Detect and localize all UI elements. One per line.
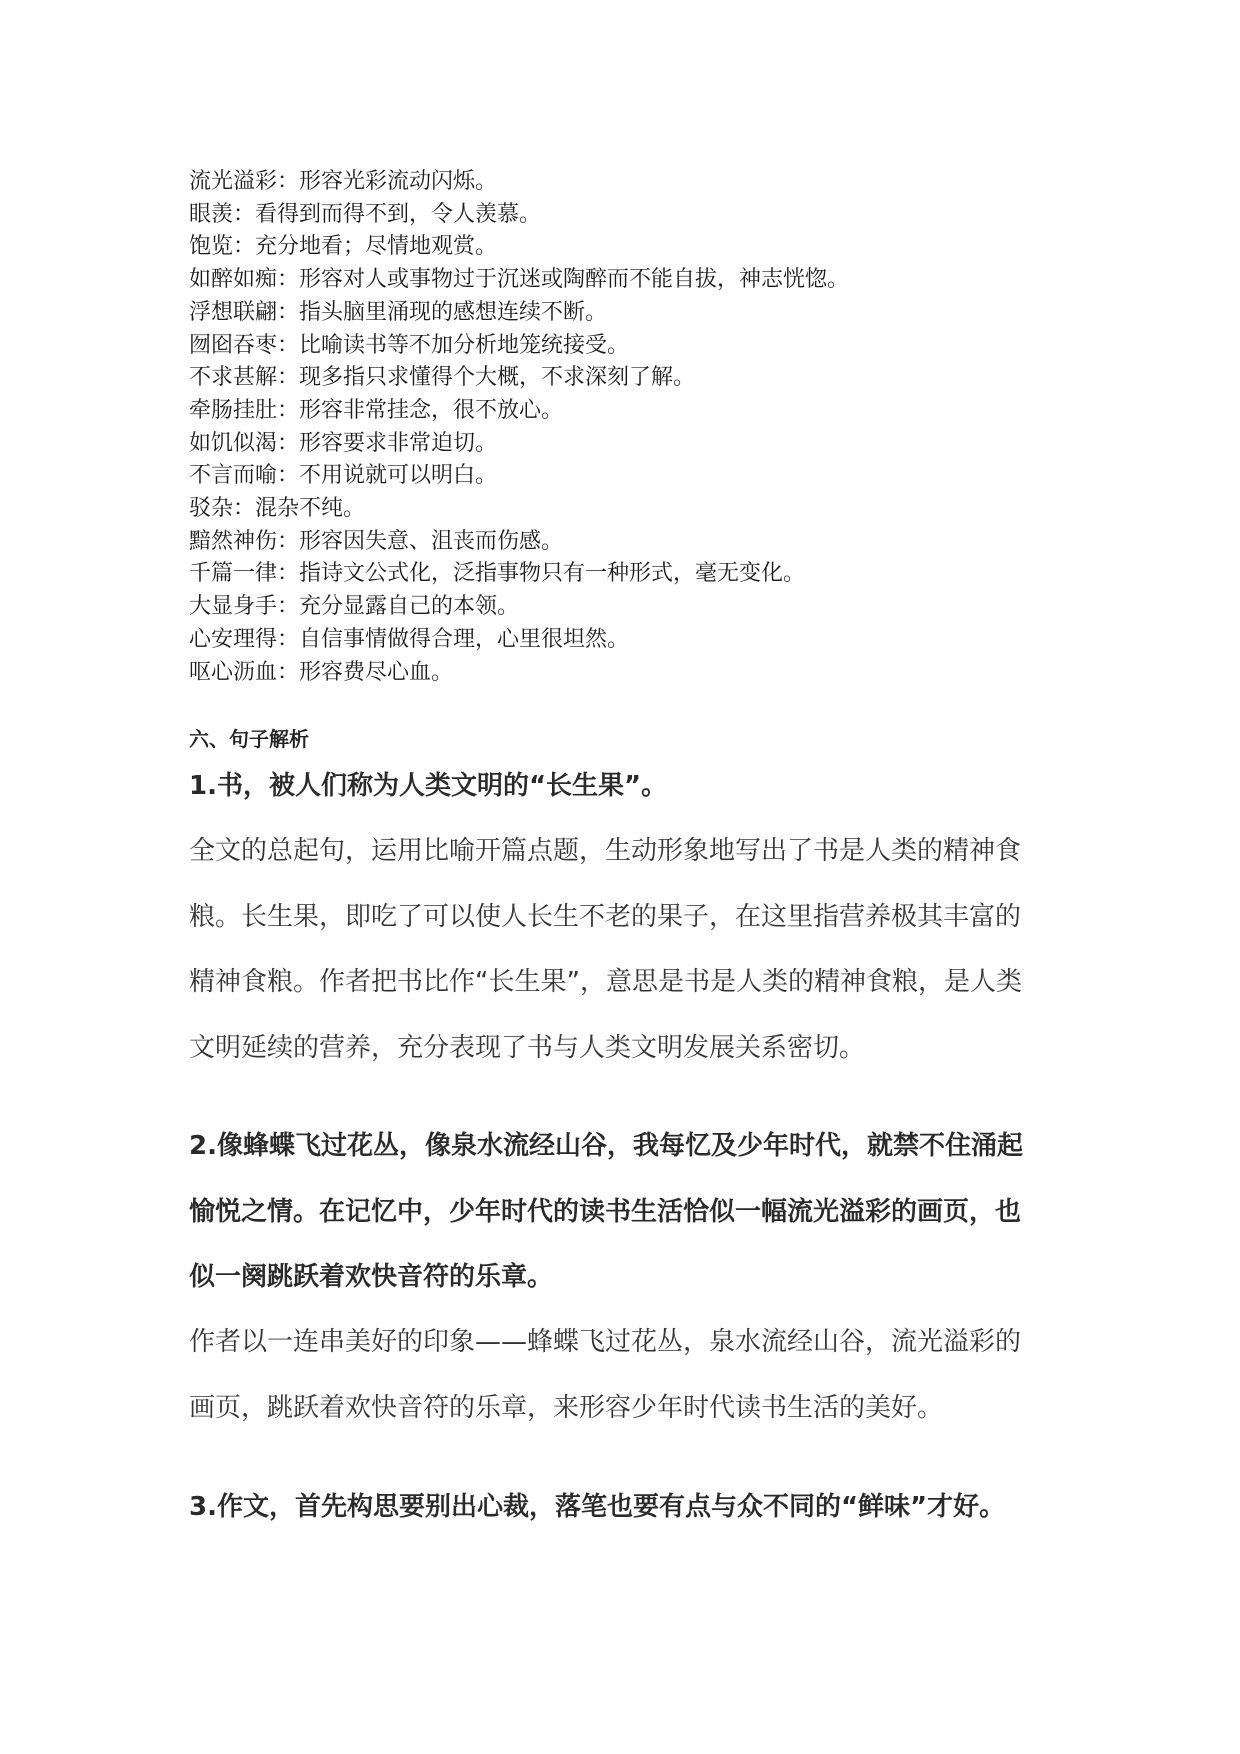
heading-line: 似一阕跳跃着欢快音符的乐章。 <box>189 1262 554 1292</box>
term-definition: 大显身手：充分显露自己的本领。 <box>189 594 520 620</box>
section-title: 六、句子解析 <box>189 727 309 751</box>
analysis-line: 粮。长生果，即吃了可以使人长生不老的果子，在这里指营养极其丰富的 <box>189 901 1022 932</box>
sentence-analysis-1 <box>189 819 1089 1081</box>
analysis-line: 文明延续的营养，充分表现了书与人类文明发展关系密切。 <box>189 1032 866 1063</box>
term-definition: 眼羡：看得到而得不到，令人羡慕。 <box>189 201 542 227</box>
analysis-line: 全文的总起句，运用比喻开篇点题，生动形象地写出了书是人类的精神食 <box>189 836 1022 866</box>
analysis-line: 作者以一连串美好的印象——蜂蝶飞过花丛，泉水流经山谷，流光溢彩的 <box>189 1327 1022 1357</box>
term-definition: 如醉如痴：形容对人或事物过于沉迷或陶醉而不能自拔，神志恍惚。 <box>189 267 850 293</box>
analysis-line: 画页，跳跃着欢快音符的乐章，来形容少年时代读书生活的美好。 <box>189 1392 944 1423</box>
term-definition: 不求甚解：现多指只求懂得个大概，不求深刻了解。 <box>189 365 696 391</box>
term-definition: 饱览：充分地看；尽情地观赏。 <box>189 234 498 260</box>
heading-line: 愉悦之情。在记忆中，少年时代的读书生活恰似一幅流光溢彩的画页，也 <box>189 1196 1022 1227</box>
term-definition: 囫囵吞枣：比喻读书等不加分析地笼统接受。 <box>189 332 630 358</box>
vocabulary-list <box>189 166 1089 689</box>
sentence-analysis-2 <box>189 1310 1089 1441</box>
term-definition: 浮想联翩：指头脑里涌现的感想连续不断。 <box>189 299 608 325</box>
term-definition: 千篇一律：指诗文公式化，泛指事物只有一种形式，毫无变化。 <box>189 561 806 587</box>
term-definition: 流光溢彩：形容光彩流动闪烁。 <box>189 169 498 194</box>
analysis-line: 精神食粮。作者把书比作“长生果”，意思是书是人类的精神食粮，是人类 <box>189 967 1022 997</box>
sentence-heading-3 <box>189 1475 1089 1541</box>
heading-line: 3.作文，首先构思要别出心裁，落笔也要有点与众不同的“鲜味”才好。 <box>189 1492 1006 1522</box>
sentence-heading-1 <box>189 754 1089 820</box>
heading-line: 2.像蜂蝶飞过花丛，像泉水流经山谷，我每忆及少年时代，就禁不住涌起 <box>189 1131 1023 1161</box>
term-definition: 心安理得：自信事情做得合理，心里很坦然。 <box>189 626 630 652</box>
term-definition: 不言而喻：不用说就可以明白。 <box>189 463 498 489</box>
term-definition: 牵肠挂肚：形容非常挂念，很不放心。 <box>189 397 564 423</box>
term-definition: 呕心沥血：形容费尽心血。 <box>189 659 454 685</box>
heading-line: 1.书，被人们称为人类文明的“长生果”。 <box>189 771 668 801</box>
term-definition: 驳杂：混杂不纯。 <box>189 496 366 522</box>
sentence-heading-2 <box>189 1114 1089 1311</box>
term-definition: 黯然神伤：形容因失意、沮丧而伤感。 <box>189 528 564 554</box>
term-definition: 如饥似渴：形容要求非常迫切。 <box>189 430 498 456</box>
